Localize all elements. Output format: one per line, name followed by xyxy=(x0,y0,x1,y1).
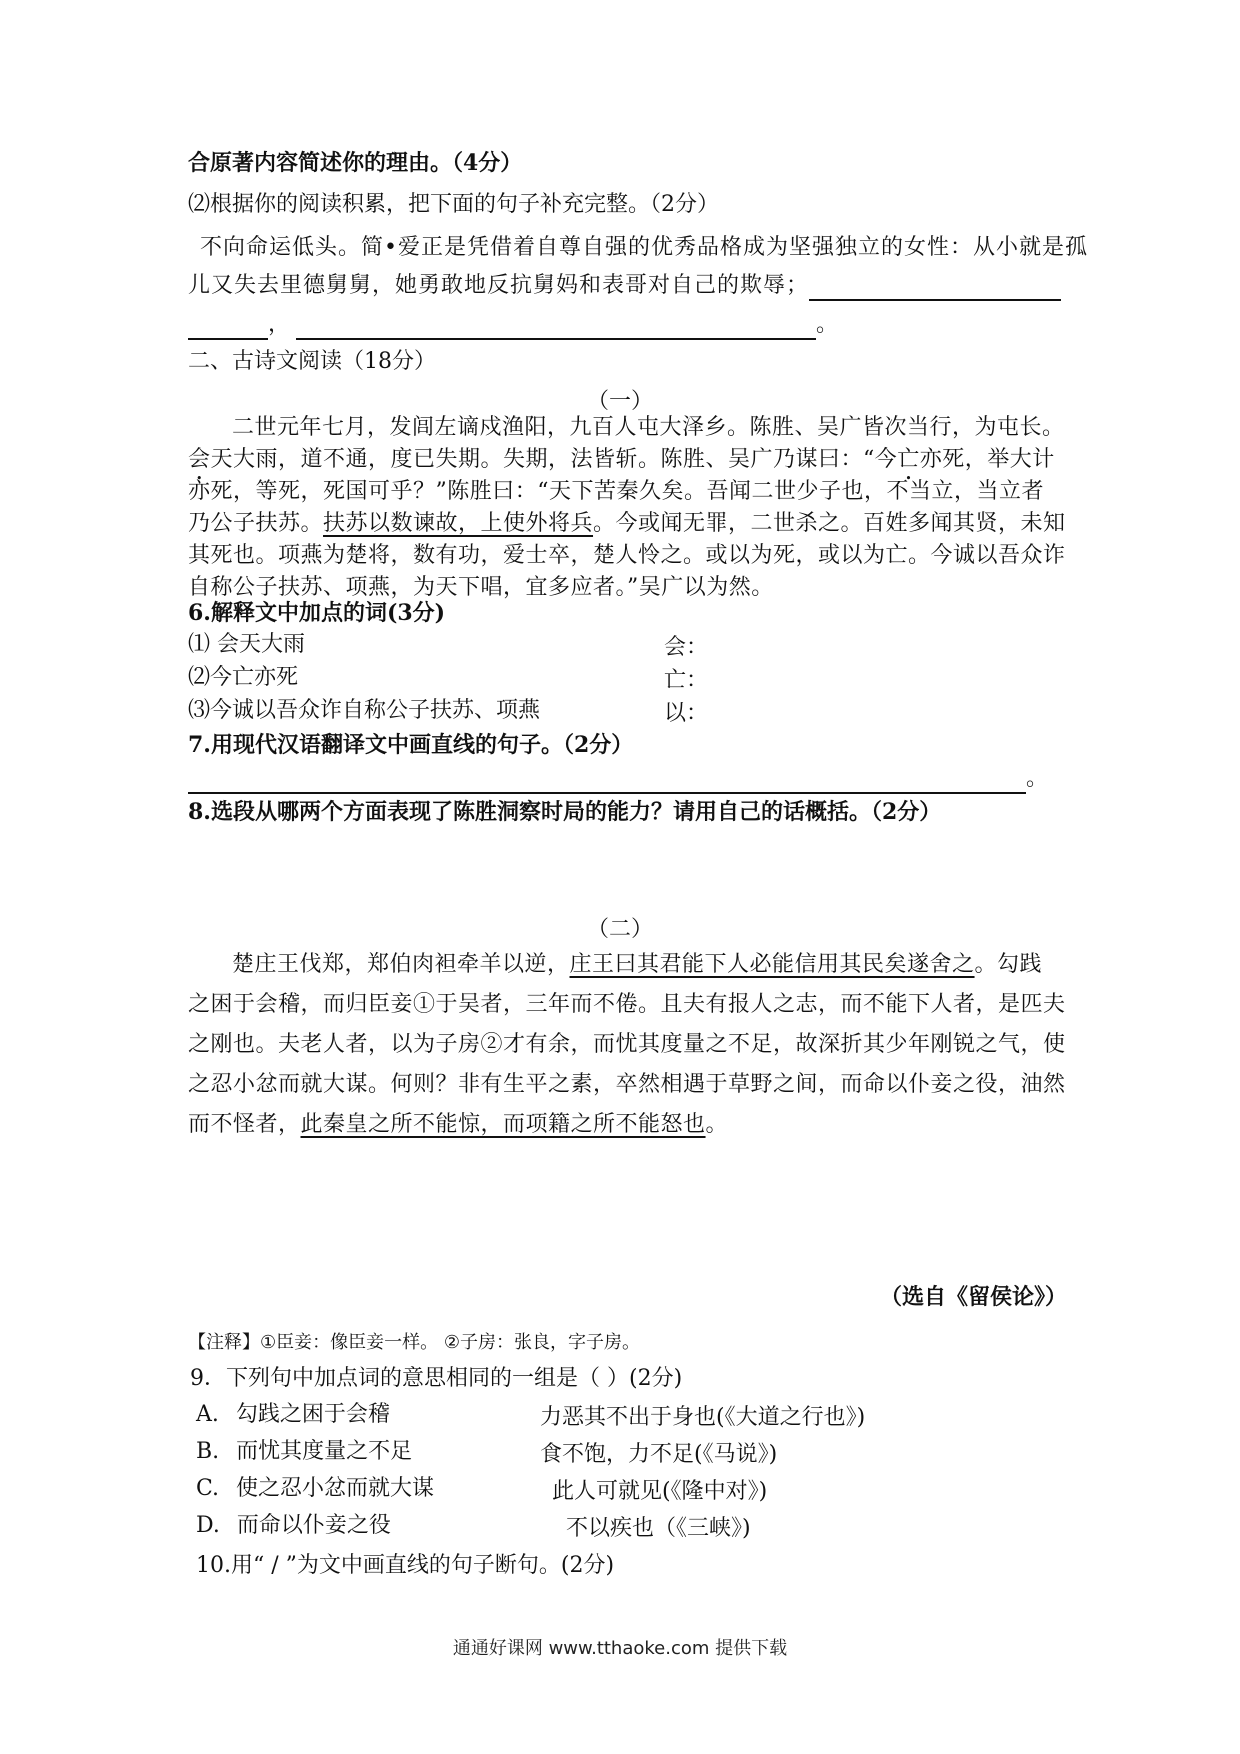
q6-item-left: ⑵今亡亦死 xyxy=(188,665,299,690)
passage2-seg: 。 xyxy=(705,1112,729,1137)
part2-title: （二） xyxy=(586,917,653,942)
q9-title: 9．下列句中加点词的意思相同的一组是（ ）(2分) xyxy=(190,1366,683,1391)
period: 。 xyxy=(816,312,839,337)
underlined-sentence: 扶苏以数谏故，上使外将兵 xyxy=(323,511,594,536)
passage1-line: 自称公子扶苏、项燕，为天下唱，宜多应者。”吴广以为然。 xyxy=(188,575,774,600)
q-intro-line4-text: 儿又失去里德舅舅，她勇敢地反抗舅妈和表哥对自己的欺辱； xyxy=(188,273,810,298)
passage2-seg: 楚庄王伐郑，郑伯肉袒牵羊以逆， xyxy=(232,952,570,977)
q6-item-right: 亡： xyxy=(664,668,709,693)
q-intro-line2: ⑵根据你的阅读积累，把下面的句子补充完整。（2分） xyxy=(188,192,719,217)
option-left: 而命以仆妾之役 xyxy=(236,1513,391,1538)
passage2-line xyxy=(232,944,1104,986)
section-title: 二、古诗文阅读（18分） xyxy=(188,349,436,374)
period: 。 xyxy=(1026,766,1049,791)
q10-title: 10.用“ / ”为文中画直线的句子断句。(2分) xyxy=(196,1553,615,1578)
answer-blank[interactable] xyxy=(296,314,816,340)
answer-blank[interactable] xyxy=(188,314,268,340)
passage1-seg: 乃公子扶苏。 xyxy=(188,511,324,536)
q-intro-line3: 不向命运低头。简•爱正是凭借着自尊自强的优秀品格成为坚强独立的女性：从小就是孤 xyxy=(200,235,1088,260)
passage2-seg: 而不怪者， xyxy=(188,1112,301,1137)
option-left: 使之忍小忿而就大谋 xyxy=(236,1476,435,1501)
q9-option xyxy=(196,1511,391,1541)
q7-title: 7.用现代汉语翻译文中画直线的句子。（2分） xyxy=(188,732,634,758)
option-right: 此人可就见(《隆中对》) xyxy=(552,1479,768,1504)
option-left: 勾践之困于会稽 xyxy=(235,1402,390,1427)
comma: ， xyxy=(268,312,291,337)
option-label: B. xyxy=(196,1439,220,1464)
q6-item-left: ⑴ 会天大雨 xyxy=(188,632,305,657)
passage2-line: 之刚也。夫老人者，以为子房②才有余，而忧其度量之不足，故深折其少年刚锐之气，使 xyxy=(188,1032,1066,1057)
q6-title: 6.解释文中加点的词(3分) xyxy=(188,600,446,626)
option-right: 不以疾也（《三峡》) xyxy=(566,1516,751,1541)
passage1-line-text: 天大雨，道不通，度已失期。失期，法皆斩。陈胜、吴广乃谋曰：“今亡亦死，举大计 xyxy=(210,447,1055,472)
q-intro-line1: 合原著内容简述你的理由。（4分） xyxy=(188,150,523,176)
annotation-note: 【注释】①臣妾：像臣妾一样。 ②子房：张良，字子房。 xyxy=(188,1332,640,1353)
option-right: 力恶其不出于身也(《大道之行也》) xyxy=(540,1405,866,1430)
option-label: D. xyxy=(196,1513,220,1538)
passage2-line: 之困于会稽，而归臣妾①于吴者，三年而不倦。且夫有报人之志，而不能下人者，是匹夫 xyxy=(188,992,1066,1017)
passage1-line: 二世元年七月，发闾左谪戍渔阳，九百人屯大泽乡。陈胜、吴广皆次当行，为屯长。 xyxy=(232,415,1065,440)
passage2-line: 之忍小忿而就大谋。何则？非有生平之素，卒然相遇于草野之间，而命以仆妾之役，油然 xyxy=(188,1072,1066,1097)
q6-item-right: 会： xyxy=(664,635,709,660)
source-citation: （选自《留侯论》） xyxy=(880,1284,1068,1310)
option-left: 而忧其度量之不足 xyxy=(236,1439,413,1464)
passage1-line: 其死也。项燕为楚将，数有功，爱士卒，楚人怜之。或以为死，或以为亡。今诚以吾众诈 xyxy=(188,543,1066,568)
q6-item-left: ⑶今诚以吾众诈自称公子扶苏、项燕 xyxy=(188,698,541,723)
option-label: A. xyxy=(196,1402,219,1427)
underlined-sentence: 此秦皇之所不能惊，而项籍之所不能怒也 xyxy=(300,1112,706,1137)
q9-option xyxy=(196,1437,412,1467)
option-label: C. xyxy=(196,1476,220,1501)
dotted-char: 会 xyxy=(188,447,211,472)
q9-option xyxy=(196,1400,390,1430)
passage2-seg: 。勾践 xyxy=(974,952,1043,977)
q8-title: 8.选段从哪两个方面表现了陈胜洞察时局的能力？请用自己的话概括。（2分） xyxy=(188,799,942,825)
q-intro-line5 xyxy=(188,310,838,340)
option-right: 食不饱，力不足(《马说》) xyxy=(540,1442,778,1467)
passage1-seg: 。今或闻无罪，二世杀之。百姓多闻其贤，未知 xyxy=(593,511,1066,536)
q7-answer-line xyxy=(188,764,1048,794)
part1-title: （一） xyxy=(586,389,653,414)
underlined-sentence: 庄王曰其君能下人必能信用其民矣遂舍之 xyxy=(569,952,975,977)
q9-option xyxy=(196,1474,434,1504)
answer-blank[interactable] xyxy=(188,768,1026,794)
answer-blank[interactable] xyxy=(809,275,1061,301)
passage2-line xyxy=(188,1104,1060,1146)
passage1-line: 亦死，等死，死国可乎？”陈胜曰：“天下苦秦久矣。吾闻二世少子也，不当立，当立者 xyxy=(188,479,1044,504)
page-footer: 通通好课网 www.tthaoke.com 提供下载 xyxy=(452,1638,788,1659)
q-intro-line4 xyxy=(188,271,1061,301)
q6-item-right: 以： xyxy=(664,701,709,726)
